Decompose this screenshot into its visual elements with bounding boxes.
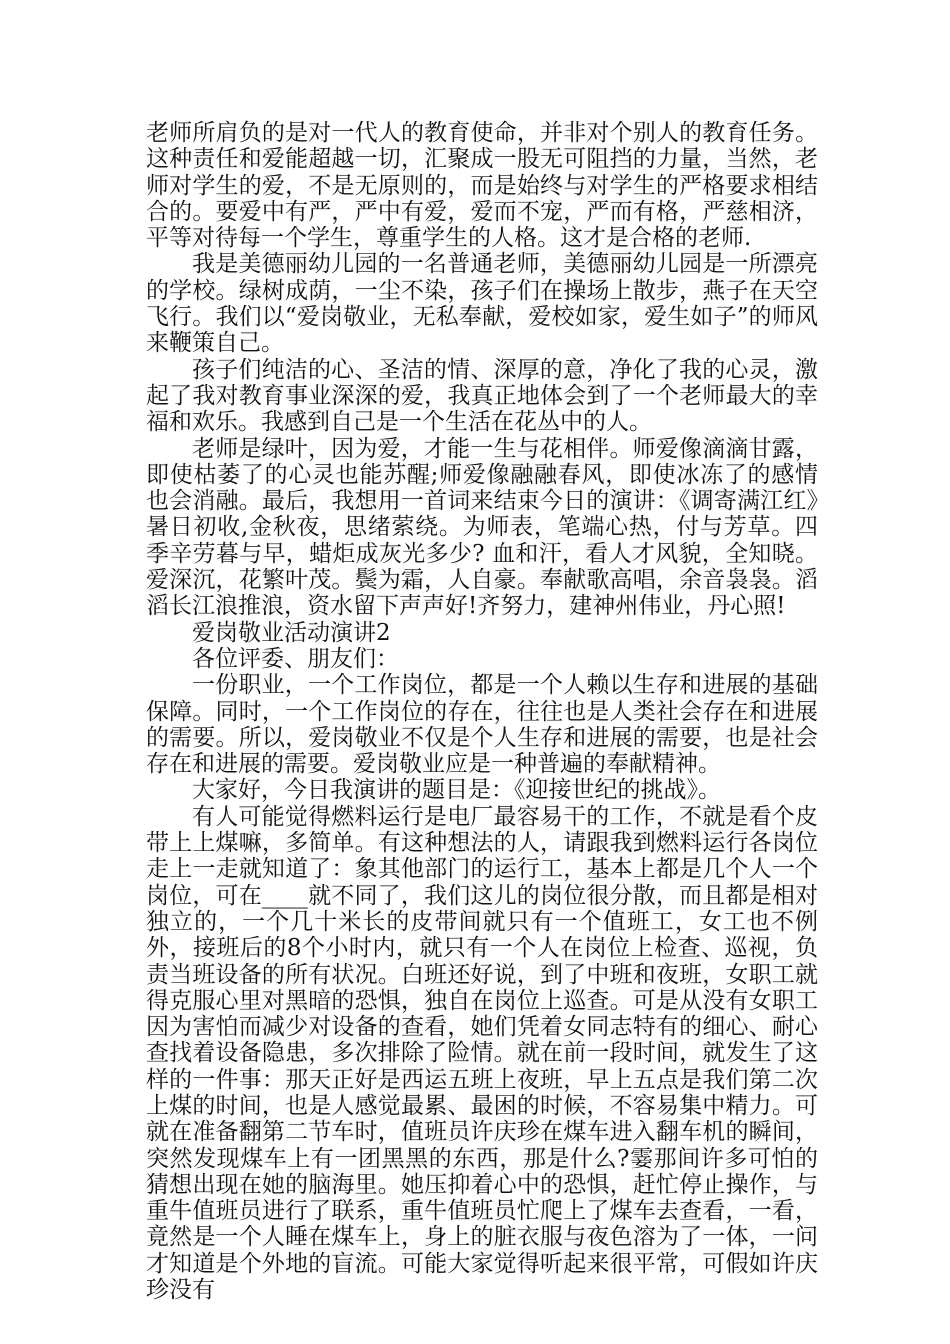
- paragraph-kindergarten: 我是美德丽幼儿园的一名普通老师，美德丽幼儿园是一所漂亮的学校。绿树成荫，一尘不染，孩子们在操场上散步，燕子在天空飞行。我们以“爱岗敬业，无私奉献，爱校如家，爱生如子”的师风来鞭策自己。: [146, 251, 818, 357]
- paragraph-salutation: 各位评委、朋友们：: [192, 645, 399, 672]
- paragraph-speech-topic: 大家好，今日我演讲的题目是：《迎接世纪的挑战》。: [192, 777, 721, 804]
- paragraph-children-hearts: 孩子们纯洁的心、圣洁的情、深厚的意，净化了我的心灵，激起了我对教育事业深深的爱，我真正地体会到了一个老师最大的幸福和欢乐。我感到自己是一个生活在花丛中的人。: [146, 356, 818, 436]
- paragraph-job-meaning: 一份职业，一个工作岗位，都是一个人赖以生存和进展的基础保障。同时，一个工作岗位的存在，往往也是人类社会存在和进展的需要。所以，爱岗敬业不仅是个人生存和进展的需要，也是社会存在和进展的需要。爱岗敬业应是一种普遍的奉献精神。: [146, 672, 818, 778]
- document-page: [146, 120, 818, 1303]
- paragraph-teacher-mission: 老师所肩负的是对一代人的教育使命，并非对个别人的教育任务。这种责任和爱能超越一切，汇聚成一股无可阻挡的力量，当然，老师对学生的爱，不是无原则的，而是始终与对学生的严格要求相结合的。要爱中有严，严中有爱，爱而不宠，严而有格，严慈相济，平等对待每一个学生，尊重学生的人格。这才是合格的老师.: [146, 120, 818, 252]
- paragraph-green-leaf-poem: 老师是绿叶，因为爱，才能一生与花相伴。师爱像滴滴甘露，即使枯萎了的心灵也能苏醒;师爱像融融春风，即使冰冻了的感情也会消融。最后，我想用一首词来结束今日的演讲：《调寄满江红》暑日初收,金秋夜，思绪萦绕。为师表，笔端心热，付与芳草。四季辛劳暮与早，蜡炬成灰光多少? 血和汗，看人才风貌，全知晓。 爱深沉，花繁叶茂。鬓为霜，人自豪。奉献歌高唱，余音袅袅。滔滔长江浪推浪，资水留下声声好!齐努力，建神州伟业，丹心照!: [146, 435, 818, 620]
- paragraph-fuel-operation: 有人可能觉得燃料运行是电厂最容易干的工作，不就是看个皮带上上煤嘛，多简单。有这种想法的人，请跟我到燃料运行各岗位走上一走就知道了：象其他部门的运行工，基本上都是几个人一个岗位，可在____就不同了，我们这儿的岗位很分散，而且都是相对独立的，一个几十米长的皮带间就只有一个值班工，女工也不例外，接班后的8个小时内，就只有一个人在岗位上检查、巡视，负责当班设备的所有状况。白班还好说，到了中班和夜班，女职工就得克服心里对黑暗的恐惧，独自在岗位上巡查。可是从没有女职工因为害怕而减少对设备的查看，她们凭着女同志特有的细心、耐心查找着设备隐患，多次排除了险情。就在前一段时间，就发生了这样的一件事：那天正好是西运五班上夜班，早上五点是我们第二次上煤的时间，也是人感觉最累、最困的时候，不容易集中精力。可就在准备翻第二节车时，值班员许庆珍在煤车进入翻车机的瞬间，突然发现煤车上有一团黑黑的东西，那是什么?霎那间许多可怕的猜想出现在她的脑海里。她压抑着心中的恐惧，赶忙停止操作，与重牛值班员进行了联系，重牛值班员忙爬上了煤车去查看，一看，竟然是一个人睡在煤车上，身上的脏衣服与夜色溶为了一体，一问才知道是个外地的盲流。可能大家觉得听起来很平常，可假如许庆珍没有: [146, 803, 818, 1304]
- section-heading-speech-2: 爱岗敬业活动演讲2: [192, 619, 391, 646]
